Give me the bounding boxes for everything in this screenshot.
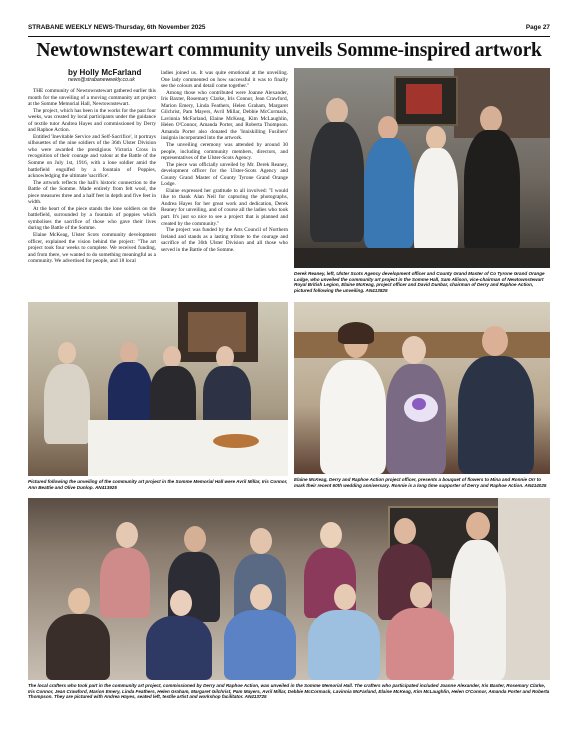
- paragraph: ladies joined us. It was quite emotional at the unveiling. One lady commented on how successful it was to finally see the colours and detail come together.": [161, 70, 288, 90]
- paragraph: The unveiling ceremony was attended by around 30 people, including community members, directors, and representatives of the Ulster-Scots Agency.: [161, 142, 288, 162]
- article-column-2: [161, 70, 288, 296]
- paragraph: Elaine McKeag, Ulster Scots community development officer, explained the vision behind the project: "The art project took four weeks to complete. We received funding, and from there, we wanted to do something meaningful as a community. We advertised for people, and 18 local: [28, 232, 156, 265]
- byline: by Holly McFarland: [68, 68, 142, 77]
- paragraph: At the heart of the piece stands the lone soldiers on the battlefield, surrounded by a fountain of poppies which symbolises the sacrifice of those who gave their lives during the Battle of the Somme.: [28, 205, 156, 232]
- paragraph: The project, which has been in the works for the past four weeks, was created by local participants under the guidance of textile tutor Andrea Hayes and commissioned by Derry and Raphoe Action.: [28, 107, 156, 134]
- masthead: [28, 21, 550, 35]
- paragraph: Among those who contributed were Joanne Alexander, Iris Baxter, Rosemary Clarke, Iris Connor, Jean Crawford, Marion Emery, Linda Feathers, Helen Graham, Margaret Gilchrist, Pam Mayers, Avril Millar, Debbie McCormack, Lavinnia McFarland, Elaine McKeag, Kim McLaughlin, Helen O'Connor, Amanda Porter, and Roberta Thompson. Amanda Porter also donated the 'Inniskilling Fusiliers' insignia incorporated into the artwork.: [161, 89, 288, 142]
- photo-crafters-group: [28, 498, 550, 680]
- photo-caption: The local crafters who took part in the community art project, commissioned by Derry and Raphoe Action, was unveiled in the Somme Memorial Hall. The crafters who participated included Joanne Alexander, Iris Baxter, Rosemary Clarke, Iris Connor, Jean Crawford, Marion Emery, Linda Feathers, Helen Graham, Margaret Gilchrist, Pam Mayers, Avril Millar, Debbie McCormack, Lavinnia McFarland, Elaine McKeag, Kim McLaughlin, Helen O'Connor, Amanda Porter and Roberta Thompson. They are pictured with Andrea Hayes, seated left, textile artist and workshop facilitator. AN413725: [28, 683, 550, 700]
- photo-caption: Elaine McKeag, Derry and Raphoe Action project officer, presents a bouquet of flowers to Mina and Ronnie Orr to mark their recent 60th wedding anniversary. Ronnie is a long time supporter of Derry and Raphoe Action. AN414025: [294, 477, 547, 488]
- photo-bouquet-presentation: [294, 302, 550, 474]
- photo-ladies-table: [28, 302, 288, 476]
- page-number: Page 27: [525, 24, 550, 31]
- article-column-1: [28, 88, 156, 296]
- masthead-rule: [28, 36, 550, 37]
- paragraph: Elaine expressed her gratitude to all involved: "I would like to thank Alan Neil for capturing the photographs, Andrea Hayes for her great work and dedication, Derek Reaney for unveiling, and of course all the ladies who took part. It's just so nice to see a project that is planned and created by the community.": [161, 187, 288, 227]
- paragraph: The project was funded by the Arts Council of Northern Ireland and stands as a lasting tribute to the courage and sacrifice of the 36th Ulster Division and all those who served in the Battle of the Somme.: [161, 227, 288, 253]
- paragraph: THE community of Newtownstewart gathered earlier this month for the unveiling of a moving community art project at the Somme Memorial Hall, Newtownstewart.: [28, 88, 156, 108]
- photo-caption: Derek Reaney, left, Ulster Scots Agency development officer and County Grand Master of Co Tyrone Grand Orange Lodge, who unveiled the community art project in the Somme Hall, Sam Allison, vice-chairman of Newtownstewart Royal British Legion, Elaine McKeag, project officer and David Dunbar, chairman of Derry and Raphoe Action, pictured following the unveiling. AN413825: [294, 271, 545, 293]
- headline: Newtownstewart community unveils Somme-inspired artwork: [36, 40, 542, 61]
- paragraph: The piece was officially unveiled by Mr. Derek Reaney, development officer for the Ulster-Scots Agency and County Grand Master of County Tyrone Grand Orange Lodge.: [161, 161, 288, 188]
- photo-caption: Pictured following the unveiling of the community art project in the Somme Memorial Hall were Avril Millar, Iris Connor, Ann Beattie and Olive Dunlop. AN413925: [28, 479, 288, 490]
- paragraph: Entitled 'Inevitable Service and Self-Sacrifice', it portrays silhouettes of the nine soldiers of the 36th Ulster Division who were awarded the prestigious Victoria Cross in recognition of their courage and valour at the Battle of the Somme on July 1st, 1916, with a lone soldier amid the battlefield engulfed by a fountain of Poppies, acknowledging the ultimate 'sacrifice'.: [28, 133, 156, 180]
- author-email: news@strabaneweekly.co.uk: [68, 77, 135, 83]
- paragraph: The artwork reflects the hall's historic connection to the Battle of the Somme. Made entirely from felt wool, the piece measures three and a half feet in depth and five feet in width.: [28, 179, 156, 206]
- photo-unveiling-group: [294, 68, 550, 268]
- publication-dateline: STRABANE WEEKLY NEWS-Thursday, 6th November 2025: [28, 24, 206, 31]
